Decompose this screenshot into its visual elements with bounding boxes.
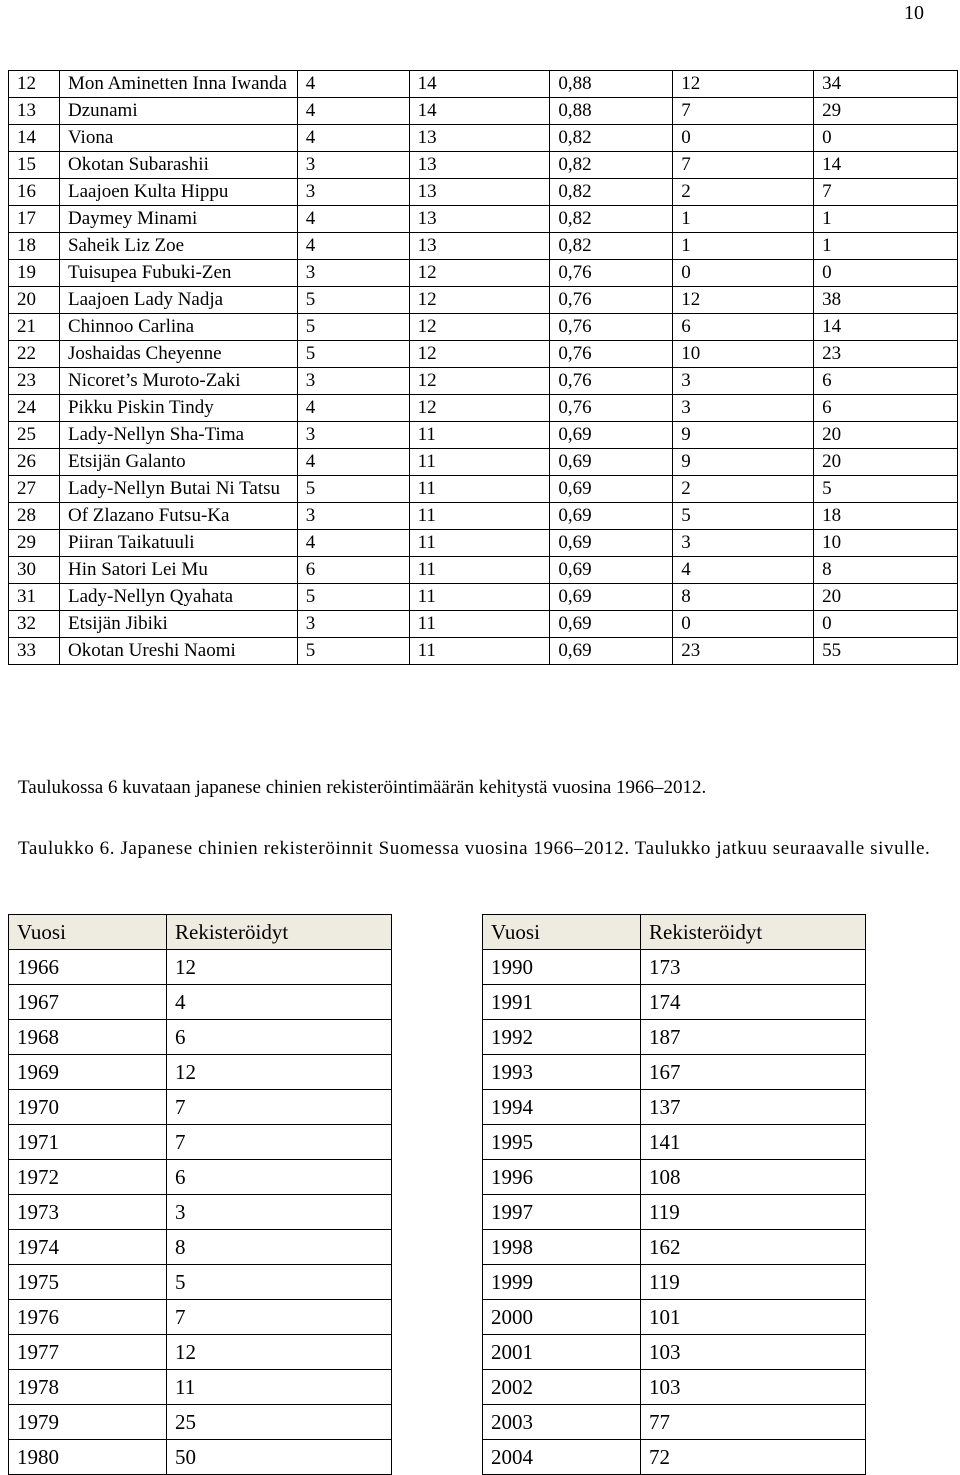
table-cell: 11 <box>409 611 550 638</box>
table-cell: 0 <box>814 260 958 287</box>
table-cell: 0,69 <box>550 638 673 665</box>
registered-cell: 6 <box>167 1160 392 1195</box>
table-cell: 0,69 <box>550 449 673 476</box>
table-cell: 3 <box>297 152 409 179</box>
table-row <box>9 260 958 287</box>
table-cell: Laajoen Kulta Hippu <box>59 179 297 206</box>
table-cell: 4 <box>297 395 409 422</box>
year-cell: 1969 <box>9 1055 167 1090</box>
table-row <box>9 1230 392 1265</box>
header-year: Vuosi <box>9 915 167 950</box>
table-cell: 14 <box>409 71 550 98</box>
year-cell: 1999 <box>483 1265 641 1300</box>
table-cell: 11 <box>409 503 550 530</box>
table-row <box>9 449 958 476</box>
table-cell: 5 <box>297 584 409 611</box>
table-row <box>9 1195 392 1230</box>
year-cell: 1991 <box>483 985 641 1020</box>
table-row <box>9 395 958 422</box>
registered-cell: 108 <box>641 1160 866 1195</box>
table-cell: Etsijän Galanto <box>59 449 297 476</box>
table-cell: 11 <box>409 530 550 557</box>
registered-cell: 167 <box>641 1055 866 1090</box>
table-cell: Saheik Liz Zoe <box>59 233 297 260</box>
table-cell: 2 <box>673 179 814 206</box>
table-row <box>483 1440 866 1475</box>
table-row <box>9 530 958 557</box>
table-cell: 14 <box>409 98 550 125</box>
table-cell: 4 <box>297 530 409 557</box>
table-cell: 3 <box>297 422 409 449</box>
table-cell: Chinnoo Carlina <box>59 314 297 341</box>
registered-cell: 7 <box>167 1125 392 1160</box>
registered-cell: 141 <box>641 1125 866 1160</box>
table-cell: 12 <box>409 341 550 368</box>
table-cell: 30 <box>9 557 60 584</box>
header-registered: Rekisteröidyt <box>641 915 866 950</box>
table-cell: 11 <box>409 584 550 611</box>
registered-cell: 162 <box>641 1230 866 1265</box>
table-cell: 12 <box>673 287 814 314</box>
header-year: Vuosi <box>483 915 641 950</box>
table-cell: Nicoret’s Muroto-Zaki <box>59 368 297 395</box>
table-cell: 18 <box>814 503 958 530</box>
table-cell: 6 <box>814 368 958 395</box>
table-cell: 3 <box>297 368 409 395</box>
table-cell: Okotan Ureshi Naomi <box>59 638 297 665</box>
table-cell: 13 <box>409 179 550 206</box>
year-cell: 1974 <box>9 1230 167 1265</box>
year-cell: 2001 <box>483 1335 641 1370</box>
table-cell: 11 <box>409 422 550 449</box>
table-row <box>9 1440 392 1475</box>
table-cell: Lady-Nellyn Qyahata <box>59 584 297 611</box>
table-cell: 11 <box>409 557 550 584</box>
table-cell: 7 <box>814 179 958 206</box>
table-row <box>9 152 958 179</box>
page-number: 10 <box>904 2 924 24</box>
table-row <box>9 638 958 665</box>
table-row <box>9 1125 392 1160</box>
table-row <box>483 1160 866 1195</box>
table-cell: 3 <box>297 611 409 638</box>
table-cell: 12 <box>673 71 814 98</box>
table-cell: 8 <box>673 584 814 611</box>
table-cell: 6 <box>814 395 958 422</box>
table-cell: 14 <box>814 152 958 179</box>
table-cell: 4 <box>297 71 409 98</box>
year-cell: 2004 <box>483 1440 641 1475</box>
table-cell: Laajoen Lady Nadja <box>59 287 297 314</box>
table-cell: 3 <box>297 179 409 206</box>
table-row <box>9 314 958 341</box>
table-cell: Dzunami <box>59 98 297 125</box>
year-cell: 1971 <box>9 1125 167 1160</box>
table-cell: 0,69 <box>550 422 673 449</box>
table-cell: 0,82 <box>550 206 673 233</box>
registrations-table-left <box>8 914 392 1475</box>
table-cell: 23 <box>9 368 60 395</box>
table-row <box>9 1090 392 1125</box>
table-cell: 0,69 <box>550 476 673 503</box>
table-cell: 0,69 <box>550 557 673 584</box>
table-cell: 1 <box>814 206 958 233</box>
table-cell: 5 <box>297 341 409 368</box>
table-cell: 10 <box>673 341 814 368</box>
table-cell: 7 <box>673 152 814 179</box>
table-row <box>483 1230 866 1265</box>
table-row <box>9 1055 392 1090</box>
table-cell: 10 <box>814 530 958 557</box>
table-cell: 5 <box>297 476 409 503</box>
table-row <box>483 985 866 1020</box>
table-cell: 25 <box>9 422 60 449</box>
year-cell: 1998 <box>483 1230 641 1265</box>
table-row <box>9 1300 392 1335</box>
table-row <box>483 1300 866 1335</box>
table-cell: 4 <box>297 98 409 125</box>
year-cell: 1976 <box>9 1300 167 1335</box>
table-row <box>9 233 958 260</box>
table-cell: 20 <box>814 449 958 476</box>
table-cell: 12 <box>9 71 60 98</box>
table-cell: 6 <box>673 314 814 341</box>
table-cell: Piiran Taikatuuli <box>59 530 297 557</box>
table-row <box>9 179 958 206</box>
table-cell: 0,82 <box>550 125 673 152</box>
table-cell: 13 <box>409 233 550 260</box>
table-row <box>9 368 958 395</box>
table-cell: 5 <box>297 314 409 341</box>
table-row <box>483 1090 866 1125</box>
table-cell: 11 <box>409 449 550 476</box>
table-cell: 23 <box>814 341 958 368</box>
header-registered: Rekisteröidyt <box>167 915 392 950</box>
table-cell: 0,88 <box>550 98 673 125</box>
year-cell: 2003 <box>483 1405 641 1440</box>
table-row <box>9 1160 392 1195</box>
table-cell: 34 <box>814 71 958 98</box>
registered-cell: 4 <box>167 985 392 1020</box>
table-cell: 0,69 <box>550 503 673 530</box>
year-cell: 1978 <box>9 1370 167 1405</box>
year-cell: 1977 <box>9 1335 167 1370</box>
table-cell: Mon Aminetten Inna Iwanda <box>59 71 297 98</box>
table-cell: 4 <box>673 557 814 584</box>
registered-cell: 6 <box>167 1020 392 1055</box>
registered-cell: 137 <box>641 1090 866 1125</box>
table-cell: 5 <box>297 287 409 314</box>
table-row <box>9 1020 392 1055</box>
table-cell: 3 <box>673 395 814 422</box>
year-cell: 1968 <box>9 1020 167 1055</box>
year-cell: 1970 <box>9 1090 167 1125</box>
table-cell: 3 <box>673 530 814 557</box>
table-cell: 13 <box>409 152 550 179</box>
registered-cell: 11 <box>167 1370 392 1405</box>
table-cell: 33 <box>9 638 60 665</box>
dog-ranking-table <box>8 70 958 665</box>
registered-cell: 25 <box>167 1405 392 1440</box>
table-cell: 14 <box>9 125 60 152</box>
table-row <box>9 206 958 233</box>
table-cell: 1 <box>673 206 814 233</box>
table-cell: 0,76 <box>550 260 673 287</box>
table-cell: 15 <box>9 152 60 179</box>
table-row <box>483 950 866 985</box>
table-cell: 0,69 <box>550 584 673 611</box>
table-cell: 0 <box>673 260 814 287</box>
table-cell: 13 <box>409 206 550 233</box>
table-cell: 29 <box>814 98 958 125</box>
table-row <box>9 950 392 985</box>
table-row <box>9 1370 392 1405</box>
table-cell: 0 <box>673 125 814 152</box>
registered-cell: 119 <box>641 1265 866 1300</box>
table-cell: 22 <box>9 341 60 368</box>
table-cell: 11 <box>409 638 550 665</box>
registered-cell: 7 <box>167 1300 392 1335</box>
year-cell: 1972 <box>9 1160 167 1195</box>
table-cell: 4 <box>297 206 409 233</box>
year-cell: 1973 <box>9 1195 167 1230</box>
table-cell: 17 <box>9 206 60 233</box>
table-row <box>9 287 958 314</box>
table-cell: 0,82 <box>550 152 673 179</box>
table-cell: 18 <box>9 233 60 260</box>
table-cell: Okotan Subarashii <box>59 152 297 179</box>
table-cell: 0 <box>814 125 958 152</box>
table-cell: 0,88 <box>550 71 673 98</box>
table-cell: 0,76 <box>550 314 673 341</box>
year-cell: 1979 <box>9 1405 167 1440</box>
year-cell: 1990 <box>483 950 641 985</box>
table-cell: 0,76 <box>550 395 673 422</box>
table-cell: 9 <box>673 422 814 449</box>
table-cell: Tuisupea Fubuki-Zen <box>59 260 297 287</box>
registered-cell: 5 <box>167 1265 392 1300</box>
registered-cell: 50 <box>167 1440 392 1475</box>
table-cell: Etsijän Jibiki <box>59 611 297 638</box>
table-cell: 12 <box>409 395 550 422</box>
year-cell: 1993 <box>483 1055 641 1090</box>
year-cell: 1992 <box>483 1020 641 1055</box>
table-cell: 7 <box>673 98 814 125</box>
table-cell: 0,76 <box>550 287 673 314</box>
registered-cell: 77 <box>641 1405 866 1440</box>
table-cell: Hin Satori Lei Mu <box>59 557 297 584</box>
registered-cell: 12 <box>167 950 392 985</box>
table-row <box>9 98 958 125</box>
table-row <box>9 557 958 584</box>
table-cell: 28 <box>9 503 60 530</box>
table-header-row <box>483 915 866 950</box>
table-cell: 8 <box>814 557 958 584</box>
table-cell: 21 <box>9 314 60 341</box>
table-row <box>9 71 958 98</box>
table-cell: 27 <box>9 476 60 503</box>
table-cell: 12 <box>409 314 550 341</box>
table-cell: 14 <box>814 314 958 341</box>
table-row <box>9 125 958 152</box>
table-cell: 3 <box>297 260 409 287</box>
registered-cell: 173 <box>641 950 866 985</box>
table-cell: 24 <box>9 395 60 422</box>
table-cell: 12 <box>409 260 550 287</box>
table-row <box>9 611 958 638</box>
table-row <box>483 1335 866 1370</box>
table-cell: 11 <box>409 476 550 503</box>
table-cell: Lady-Nellyn Sha-Tima <box>59 422 297 449</box>
registered-cell: 8 <box>167 1230 392 1265</box>
table-cell: 20 <box>814 422 958 449</box>
table-cell: 12 <box>409 368 550 395</box>
table-cell: Joshaidas Cheyenne <box>59 341 297 368</box>
table-cell: 0,82 <box>550 179 673 206</box>
table-cell: 0 <box>814 611 958 638</box>
table-row <box>9 503 958 530</box>
table-row <box>9 341 958 368</box>
table-cell: 29 <box>9 530 60 557</box>
year-cell: 1975 <box>9 1265 167 1300</box>
registered-cell: 174 <box>641 985 866 1020</box>
table-cell: 3 <box>673 368 814 395</box>
table-row <box>9 985 392 1020</box>
table-row <box>483 1125 866 1160</box>
table-cell: 0,76 <box>550 341 673 368</box>
table-row <box>9 1265 392 1300</box>
table-cell: 4 <box>297 125 409 152</box>
table-row <box>483 1195 866 1230</box>
table-cell: 0,76 <box>550 368 673 395</box>
year-cell: 2002 <box>483 1370 641 1405</box>
registered-cell: 7 <box>167 1090 392 1125</box>
table-cell: 13 <box>9 98 60 125</box>
table-cell: 55 <box>814 638 958 665</box>
table-row <box>483 1405 866 1440</box>
table-row <box>483 1020 866 1055</box>
table-row <box>9 1405 392 1440</box>
table-cell: 5 <box>673 503 814 530</box>
year-cell: 1994 <box>483 1090 641 1125</box>
registered-cell: 12 <box>167 1335 392 1370</box>
table-cell: 20 <box>814 584 958 611</box>
table-caption: Taulukko 6. Japanese chinien rekisteröinnit Suomessa vuosina 1966–2012. Taulukko jatkuu seuraavalle sivulle. <box>18 838 931 859</box>
table-row <box>483 1265 866 1300</box>
table-row <box>9 1335 392 1370</box>
year-cell: 1980 <box>9 1440 167 1475</box>
table-cell: Viona <box>59 125 297 152</box>
table-cell: 16 <box>9 179 60 206</box>
year-cell: 1995 <box>483 1125 641 1160</box>
registered-cell: 103 <box>641 1370 866 1405</box>
table-cell: 1 <box>814 233 958 260</box>
table-row <box>9 476 958 503</box>
registered-cell: 72 <box>641 1440 866 1475</box>
table-row <box>483 1370 866 1405</box>
table-header-row <box>9 915 392 950</box>
table-cell: 31 <box>9 584 60 611</box>
table-cell: 9 <box>673 449 814 476</box>
table-cell: 4 <box>297 449 409 476</box>
table-cell: 0,69 <box>550 611 673 638</box>
table-cell: 5 <box>297 638 409 665</box>
table-cell: Daymey Minami <box>59 206 297 233</box>
table-cell: 6 <box>297 557 409 584</box>
registered-cell: 119 <box>641 1195 866 1230</box>
registered-cell: 187 <box>641 1020 866 1055</box>
table-cell: 19 <box>9 260 60 287</box>
year-cell: 2000 <box>483 1300 641 1335</box>
table-row <box>483 1055 866 1090</box>
registered-cell: 103 <box>641 1335 866 1370</box>
table-cell: 20 <box>9 287 60 314</box>
year-cell: 1997 <box>483 1195 641 1230</box>
table-cell: 3 <box>297 503 409 530</box>
table-cell: 0,82 <box>550 233 673 260</box>
registered-cell: 3 <box>167 1195 392 1230</box>
table-cell: 13 <box>409 125 550 152</box>
table-cell: 12 <box>409 287 550 314</box>
registrations-table-right <box>482 914 866 1475</box>
table-cell: 0 <box>673 611 814 638</box>
table-cell: 2 <box>673 476 814 503</box>
year-cell: 1967 <box>9 985 167 1020</box>
body-paragraph: Taulukossa 6 kuvataan japanese chinien rekisteröintimäärän kehitystä vuosina 1966–2012. <box>18 777 707 798</box>
year-cell: 1966 <box>9 950 167 985</box>
year-cell: 1996 <box>483 1160 641 1195</box>
table-cell: 38 <box>814 287 958 314</box>
table-cell: 32 <box>9 611 60 638</box>
table-row <box>9 422 958 449</box>
table-cell: 0,69 <box>550 530 673 557</box>
table-cell: 26 <box>9 449 60 476</box>
table-cell: 23 <box>673 638 814 665</box>
registered-cell: 101 <box>641 1300 866 1335</box>
registered-cell: 12 <box>167 1055 392 1090</box>
table-row <box>9 584 958 611</box>
table-cell: Of Zlazano Futsu-Ka <box>59 503 297 530</box>
table-cell: 1 <box>673 233 814 260</box>
table-cell: Pikku Piskin Tindy <box>59 395 297 422</box>
table-cell: 4 <box>297 233 409 260</box>
table-cell: 5 <box>814 476 958 503</box>
table-cell: Lady-Nellyn Butai Ni Tatsu <box>59 476 297 503</box>
